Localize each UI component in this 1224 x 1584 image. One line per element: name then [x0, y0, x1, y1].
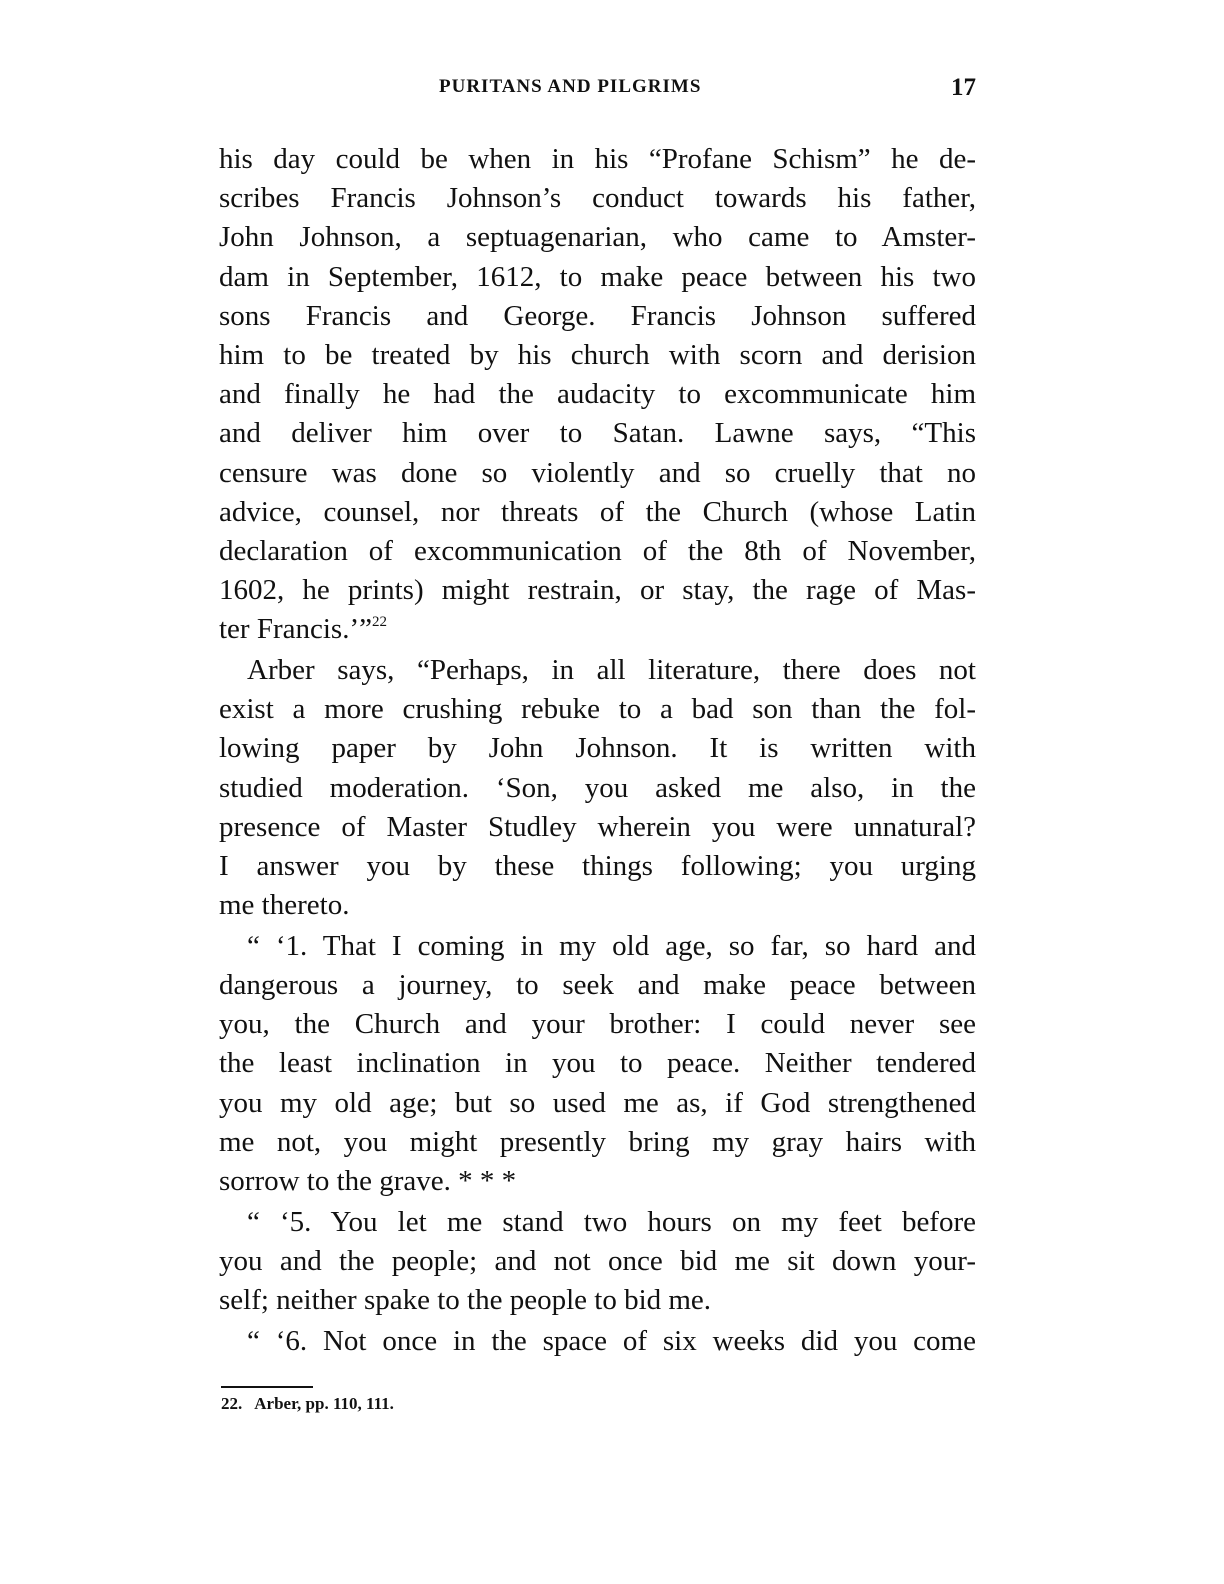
text-line: advice, counsel, nor threats of the Church (whose Latin	[219, 495, 976, 528]
text-line: and deliver him over to Satan. Lawne says, “This	[219, 417, 976, 450]
text-line: declaration of excommunication of the 8th of November,	[219, 534, 976, 567]
paragraph	[219, 651, 976, 925]
text-line: studied moderation. ‘Son, you asked me also, in the	[219, 771, 976, 804]
text-line: sons Francis and George. Francis Johnson suffered	[219, 299, 976, 332]
text-line: I answer you by these things following; you urging	[219, 849, 976, 882]
text-line: and finally he had the audacity to excommunicate him	[219, 378, 976, 411]
paragraph	[219, 1203, 976, 1321]
text-line: him to be treated by his church with scorn and derision	[219, 338, 976, 371]
text-line: John Johnson, a septuagenarian, who came to Amster-	[219, 221, 976, 254]
text-line: “ ‘5. You let me stand two hours on my feet before	[247, 1205, 976, 1238]
text-line: dam in September, 1612, to make peace between his two	[219, 260, 976, 293]
text-line: “ ‘1. That I coming in my old age, so far, so hard and	[247, 929, 976, 962]
text-line: you, the Church and your brother: I could never see	[219, 1008, 976, 1041]
text-line: you and the people; and not once bid me sit down your-	[219, 1244, 976, 1277]
footnote-rule	[221, 1386, 313, 1388]
text-line: exist a more crushing rebuke to a bad son than the fol-	[219, 693, 976, 726]
text-line-content: ter Francis.’”	[219, 613, 372, 646]
running-head	[219, 76, 976, 108]
text-line	[219, 610, 976, 649]
footnote-text: Arber, pp. 110, 111.	[254, 1394, 394, 1413]
paragraph	[219, 1322, 976, 1361]
text-line: you my old age; but so used me as, if God strengthened	[219, 1086, 976, 1119]
text-line: me not, you might presently bring my gray hairs with	[219, 1125, 976, 1158]
text-line: 1602, he prints) might restrain, or stay, the rage of Mas-	[219, 574, 976, 607]
running-head-title: PURITANS AND PILGRIMS	[439, 76, 702, 97]
paragraph	[219, 140, 976, 649]
text-line: lowing paper by John Johnson. It is written with	[219, 732, 976, 765]
footnote-reference[interactable]: 22	[372, 614, 387, 631]
footnote	[221, 1392, 394, 1416]
paragraph	[219, 927, 976, 1201]
text-line: me thereto.	[219, 889, 350, 922]
text-line: presence of Master Studley wherein you were unnatural?	[219, 810, 976, 843]
text-line: censure was done so violently and so cruelly that no	[219, 456, 976, 489]
text-line: the least inclination in you to peace. Neither tendered	[219, 1047, 976, 1080]
body-text	[219, 140, 976, 1361]
text-line: Arber says, “Perhaps, in all literature, there does not	[247, 653, 976, 686]
text-line: his day could be when in his “Profane Schism” he de-	[219, 143, 976, 175]
text-line: self; neither spake to the people to bid me.	[219, 1283, 712, 1316]
text-line: scribes Francis Johnson’s conduct towards his father,	[219, 182, 976, 215]
page-number: 17	[951, 74, 976, 101]
footnote-number: 22.	[221, 1394, 243, 1413]
text-line: sorrow to the grave. * * *	[219, 1164, 517, 1197]
text-line: “ ‘6. Not once in the space of six weeks did you come	[247, 1324, 976, 1357]
text-line: dangerous a journey, to seek and make peace between	[219, 968, 976, 1001]
